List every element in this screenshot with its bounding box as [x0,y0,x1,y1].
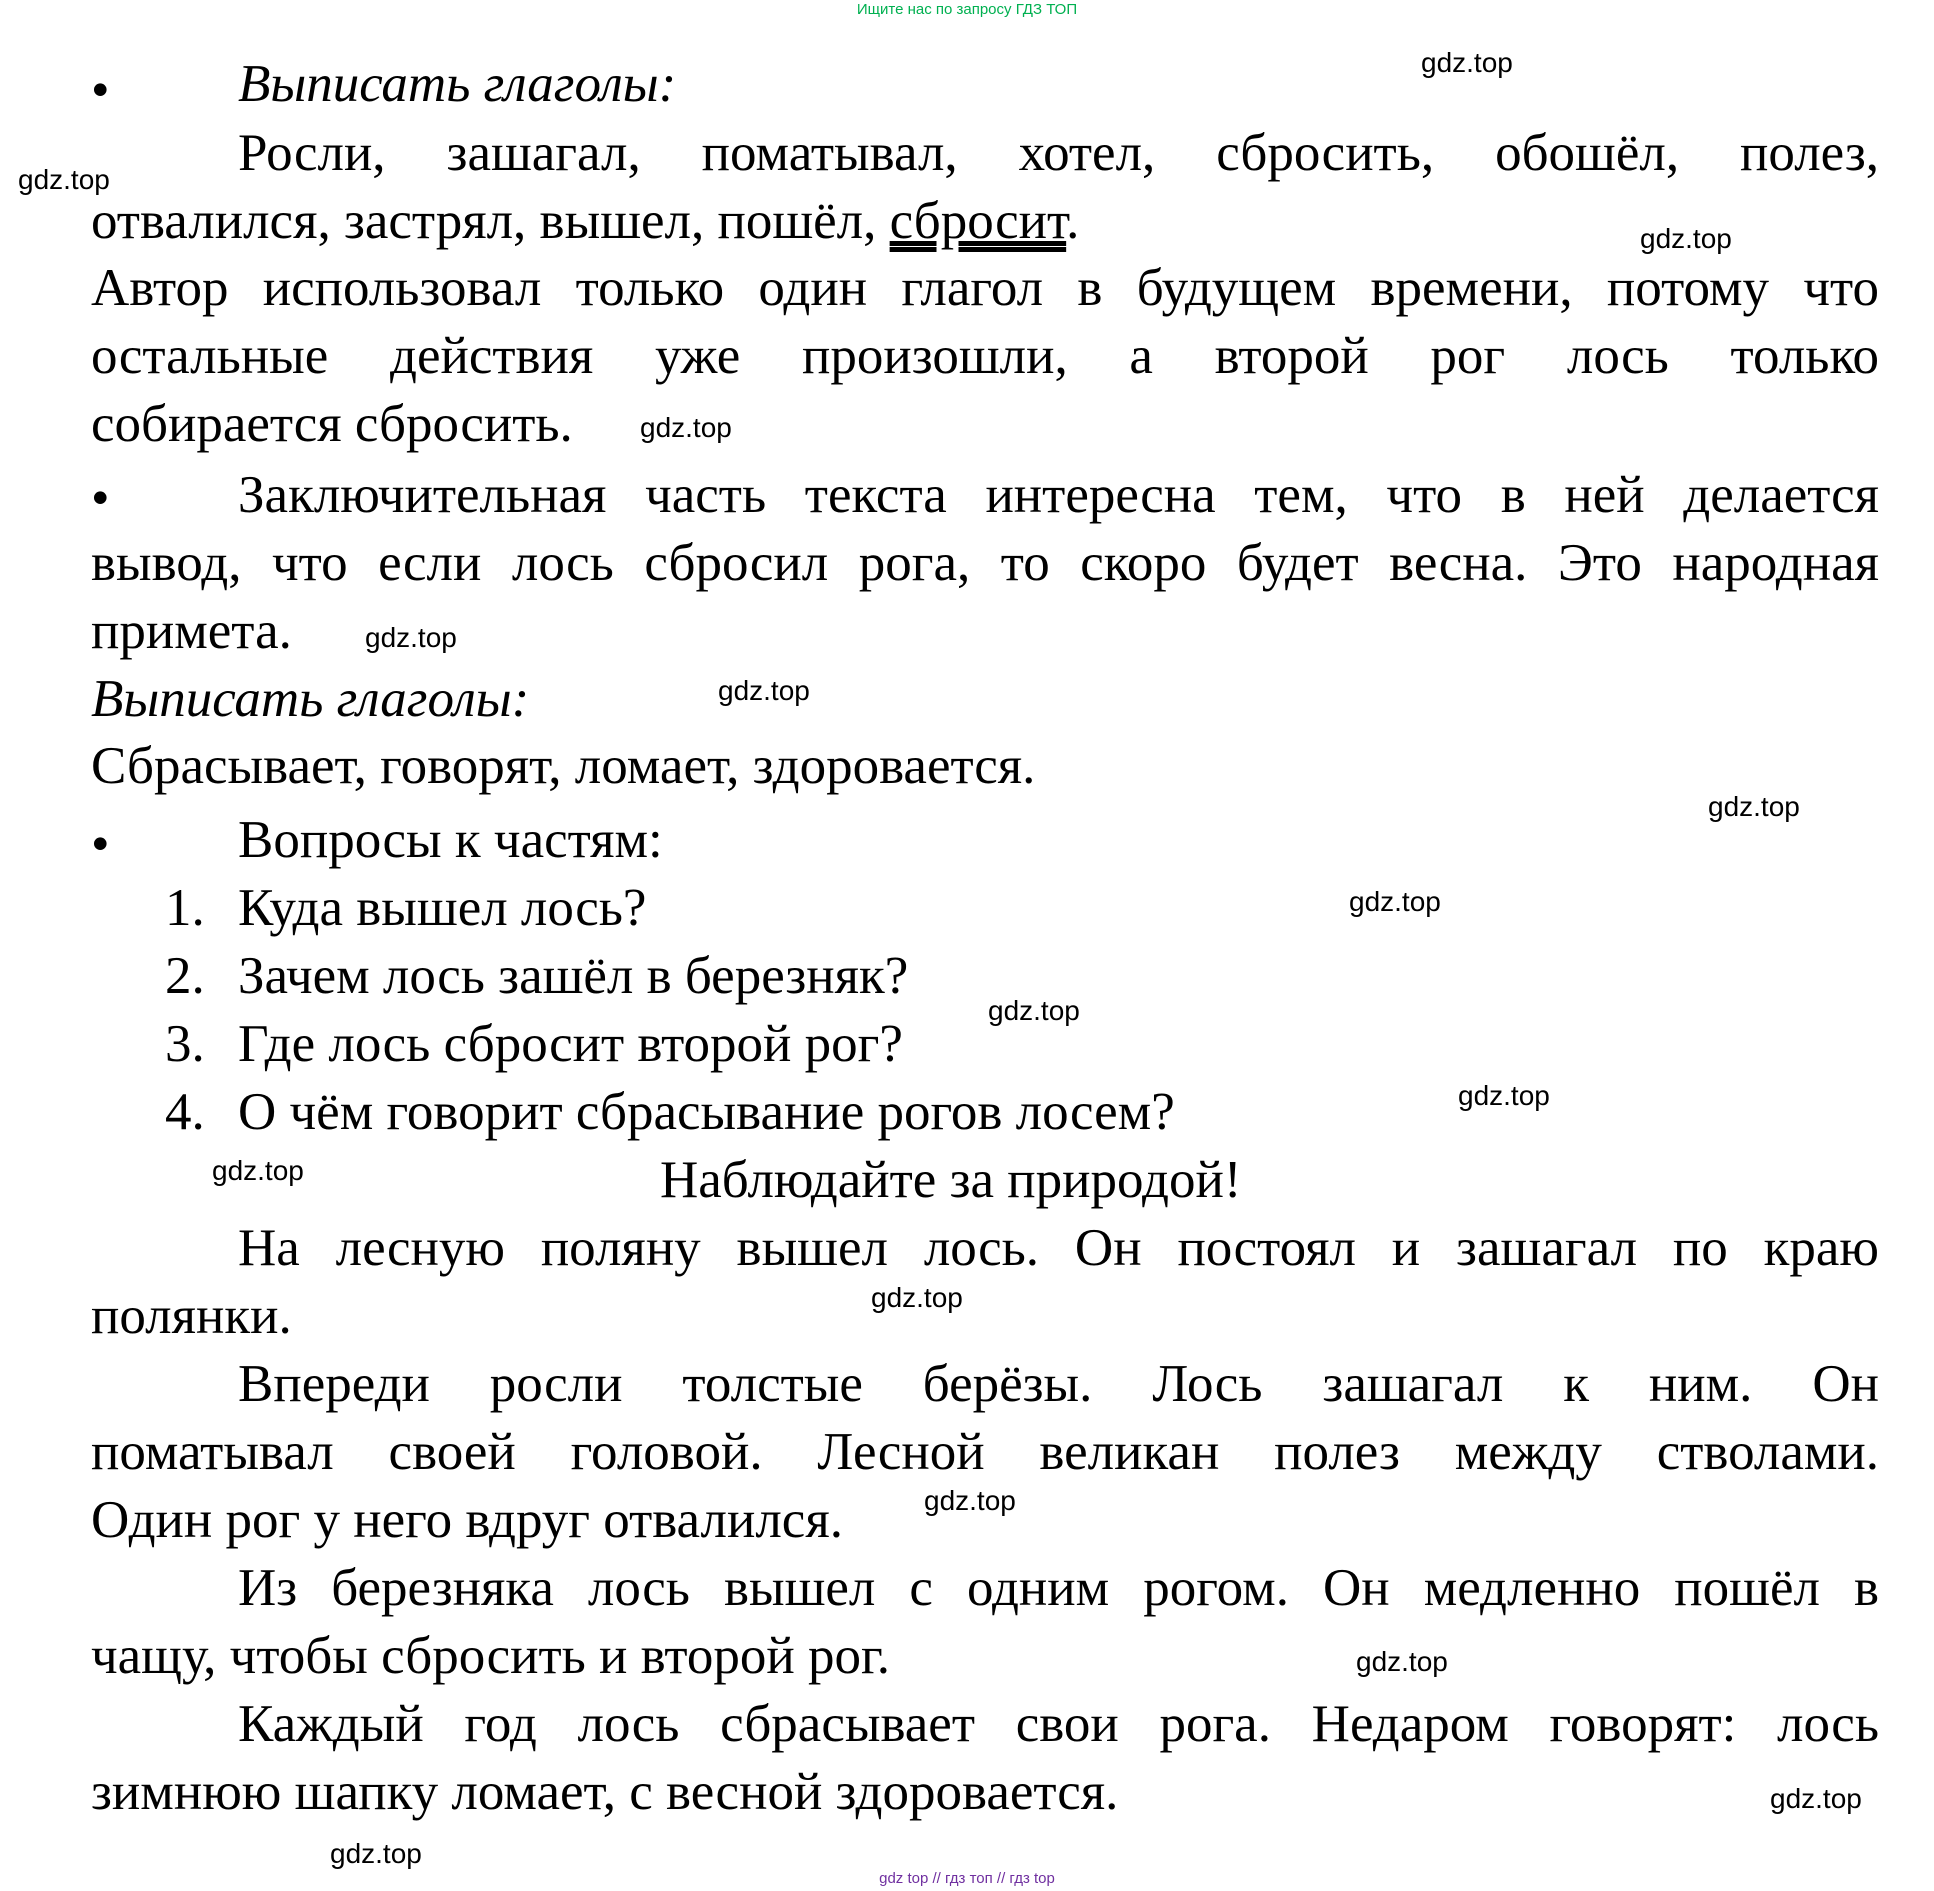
question-number: 1. [165,879,205,937]
watermark: gdz.top [1640,223,1732,254]
watermark: gdz.top [924,1485,1016,1516]
section2-line3: примета. [91,602,292,660]
section3-heading: Вопросы к частям: [238,811,663,869]
story-p2-line2: поматывал своей головой. Лесной великан полез между стволами. [91,1423,1879,1481]
story-p1-line2: полянки. [91,1287,292,1345]
watermark: gdz.top [640,412,732,443]
period: . [1066,192,1080,250]
section2-line1: Заключительная часть текста интересна тем, что в ней делается [238,466,1879,524]
question-text: Куда вышел лось? [238,879,647,937]
future-verb: сбросит [889,192,1067,250]
story-p3-line2: чащу, чтобы сбросить и второй рог. [91,1627,890,1685]
header-banner: Ищите нас по запросу ГДЗ ТОП [856,1,1078,18]
verbs-text: отвалился, застрял, вышел, пошёл, [91,192,877,250]
question-text: Зачем лось зашёл в березняк? [238,947,909,1005]
watermark: gdz.top [1421,47,1513,78]
section1-verbs-line2 [91,192,1879,250]
question-number: 2. [165,947,205,1005]
watermark: gdz.top [1458,1080,1550,1111]
question-number: 4. [165,1083,205,1141]
bullet-icon: • [91,469,110,527]
question-text: О чём говорит сбрасывание рогов лосем? [238,1083,1175,1141]
watermark: gdz.top [1356,1646,1448,1677]
section1-explanation-line3: собирается сбросить. [91,395,573,453]
watermark: gdz.top [718,675,810,706]
section1-explanation-line1: Автор использовал только один глагол в будущем времени, потому что [91,259,1879,317]
section1-verbs-line1: Росли, зашагал, поматывал, хотел, сбросить, обошёл, полез, [238,124,1879,182]
watermark: gdz.top [365,622,457,653]
section2-heading: Выписать глаголы: [91,670,530,728]
bullet-icon: • [91,61,110,119]
section2-line2: вывод, что если лось сбросил рога, то скоро будет весна. Это народная [91,534,1879,592]
story-title: Наблюдайте за природой! [660,1151,1242,1209]
watermark: gdz.top [1349,886,1441,917]
section1-heading: Выписать глаголы: [238,55,677,113]
story-p2-line3: Один рог у него вдруг отвалился. [91,1491,843,1549]
story-p4-line1: Каждый год лось сбрасывает свои рога. Недаром говорят: лось [238,1695,1879,1753]
bullet-icon: • [91,815,110,873]
watermark: gdz.top [330,1838,422,1869]
story-p1-line1: На лесную поляну вышел лось. Он постоял и зашагал по краю [238,1219,1879,1277]
story-p3-line1: Из березняка лось вышел с одним рогом. Он медленно пошёл в [238,1559,1879,1617]
section2-verbs: Сбрасывает, говорят, ломает, здоровается. [91,737,1036,795]
watermark: gdz.top [988,995,1080,1026]
question-number: 3. [165,1015,205,1073]
section1-explanation-line2: остальные действия уже произошли, а второй рог лось только [91,327,1879,385]
watermark: gdz.top [1708,791,1800,822]
question-text: Где лось сбросит второй рог? [238,1015,903,1073]
watermark: gdz.top [18,164,110,195]
watermark: gdz.top [871,1282,963,1313]
watermark: gdz.top [1770,1783,1862,1814]
story-p4-line2: зимнюю шапку ломает, с весной здоровается. [91,1763,1119,1821]
footer-banner: gdz top // гдз топ // гдз top [879,1870,1055,1887]
watermark: gdz.top [212,1155,304,1186]
story-p2-line1: Впереди росли толстые берёзы. Лось зашагал к ним. Он [238,1355,1879,1413]
